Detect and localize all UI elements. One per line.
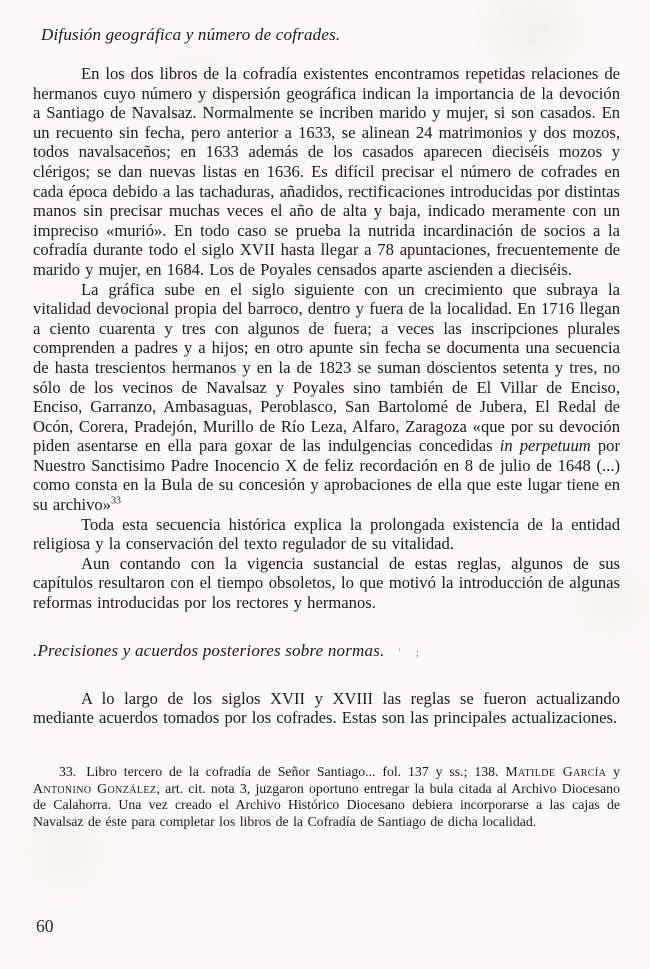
paragraph-5: A lo largo de los siglos XVII y XVIII las reglas se fueron actualizando mediante acuerdos tomados por los cofrades. Estas son las principales actualizaciones. [33,688,620,728]
footnote-author-2: Antonino González [33,780,157,796]
section-heading-text: .Precisiones y acuerdos posteriores sobre normas. [33,640,385,660]
footnote-text: Libro tercero de la cofradía de Señor Santiago... fol. 137 y ss.; 138. [86,763,506,779]
paragraph-2-text-cont: por Nuestro Sanctisimo Padre Inocencio X de feliz recordación en 8 de julio de 1648 (...) como consta en la Bula de su concesión y aprobaciones de ella que este lugar tiene en su archivo» [33,436,620,515]
section-heading-precisiones [33,640,620,663]
footnote-number: 33. [59,763,77,779]
paragraph-3: Toda esta secuencia histórica explica la prolongada existencia de la entidad religiosa y la conservación del texto regulador de su vitalidad. [33,514,620,554]
footnote-33 [33,764,620,831]
latin-phrase-in-perpetuum: in perpetuum [499,436,591,456]
footnote-reference-33: 33 [110,495,121,507]
section-heading-difusion: Difusión geográfica y número de cofrades. [41,25,341,44]
paragraph-2 [33,280,620,515]
paragraph-1: En los dos libros de la cofradía existentes encontramos repetidas relaciones de hermanos cuyo número y dispersión geográfica indican la importancia de la devoción a Santiago de Navalsaz. Normalmente se incriben marido y mujer, si son casados. En un recuento sin fecha, pero anterior a 1633, se alinean 24 matrimonios y dos mozos, todos navalsaceños; en 1633 además de los casados aparecen dieciséis mozos y clérigos; se dan nuevas listas en 1636. Es difícil precisar el número de cofrades en cada época debido a las tachaduras, añadidos, rectificaciones introducidas por distintas manos sin precisar muchas veces el año de alta y baja, indicado meramente con un impreciso «murió». En todo caso se prueba la nutrida incardinación de socios a la cofradía durante todo el siglo XVII hasta llegar a 78 apuntaciones, frecuentemente de marido y mujer, en 1684. Los de Poyales censados aparte ascienden a dieciséis. [33,64,620,279]
paragraph-4: Aun contando con la vigencia sustancial de estas reglas, algunos de sus capítulos resultaron con el tiempo obsoletos, lo que motivó la introducción de algunas reformas introducidas por los rectores y hermanos. [33,553,620,613]
page-number: 60 [36,916,54,936]
footnote-conjunction: y [606,763,621,779]
footnote-author-1: Matilde García [505,763,607,779]
footnote-text-cont: , art. cit. nota 3, juzgaron oportuno entregar la bula citada al Archivo Diocesano de Calahorra. Una vez creado el Archivo Histórico Diocesano debiera incorporarse a las cajas de Navalsaz de éste para completar los libros de la Cofradía de Santiago de dicha localidad. [33,780,620,830]
scan-artifact-marks: ' ; [398,644,425,659]
paragraph-2-text: La gráfica sube en el siglo siguiente con un crecimiento que subraya la vitalidad devocional propia del barroco, dentro y fuera de la localidad. En 1716 llegan a ciento cuarenta y tres con algunos de fuera; a veces las inscripciones plurales comprenden a padres y a hijos; en otro apunte sin fecha se documenta una secuencia de hasta trescientos hermanos y en la de 1823 se suman doscientos setenta y tres, no sólo de los vecinos de Navalsaz y Poyales sino también de El Villar de Enciso, Enciso, Garranzo, Ambasaguas, Peroblasco, San Bartolomé de Jubera, El Redal de Ocón, Corera, Pradejón, Murillo de Río Leza, Alfaro, Zaragoza «que por su devoción piden asentarse en ella para goxar de las indulgencias concedidas [33,279,620,456]
